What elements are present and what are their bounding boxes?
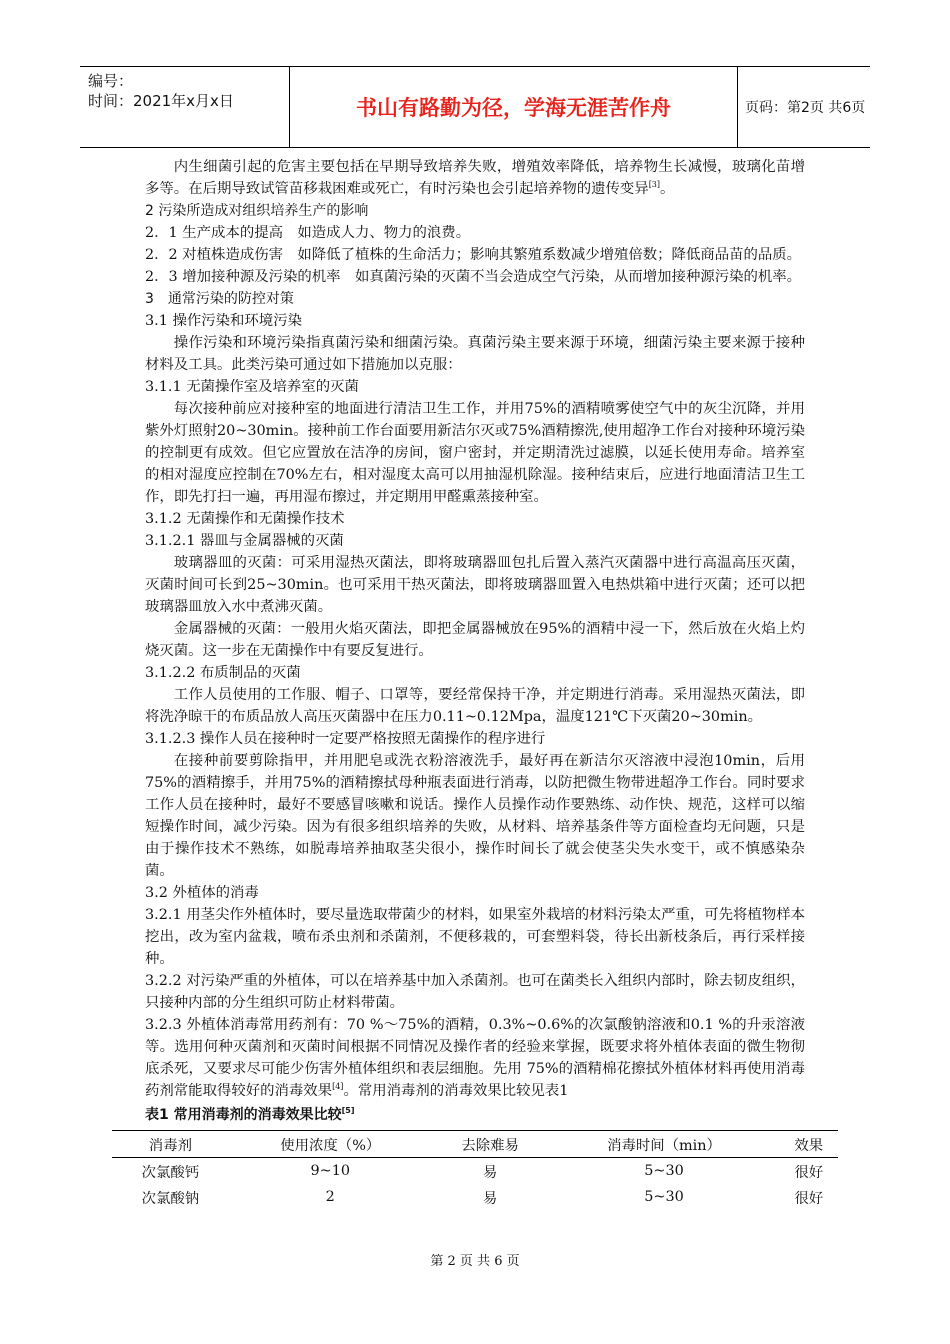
document-date: 时间：2021年x月x日 — [88, 92, 234, 110]
paragraph-text: 3 通常污染的防控对策 — [145, 291, 294, 307]
paragraph-text: 3.1.2.3 操作人员在接种时一定要严格按照无菌操作的程序进行 — [145, 731, 546, 747]
column-header: 消毒剂 — [148, 1137, 192, 1154]
paragraph — [145, 310, 805, 332]
citation: [4] — [332, 1082, 344, 1092]
paragraph-text: 3.2 外植体的消毒 — [145, 885, 259, 901]
table-cell: 5~30 — [644, 1189, 684, 1205]
column-header: 效果 — [794, 1137, 824, 1154]
paragraph — [145, 750, 805, 882]
paragraph — [145, 904, 805, 970]
paragraph — [145, 662, 805, 684]
paragraph-text: 2 污染所造成对组织培养生产的影响 — [145, 203, 369, 219]
paragraph-text: 3.2.2 对污染严重的外植体，可以在培养基中加入杀菌剂。也可在菌类长入组织内部时，除去韧皮组织，只接种内部的分生组织可防止材料带菌。 — [145, 973, 805, 1011]
paragraph — [145, 222, 805, 244]
page-header — [80, 66, 870, 148]
paragraph — [145, 530, 805, 552]
table-cell: 易 — [482, 1190, 498, 1207]
paragraph-text: 每次接种前应对接种室的地面进行清洁卫生工作，并用75%的酒精喷雾使空气中的灰尘沉降，并用紫外灯照射20~30min。接种前工作台面要用新洁尔灭或75%酒精擦洗,使用超净工作台对接种环境污染的控制更有成效。但它应置放在洁净的房间，窗户密封，并定期清洗过滤膜，以延长使用寿命。培养室的相对湿度应控制在70%左右，相对湿度太高可以用抽湿机除湿。接种结束后，应进行地面清洁卫生工作，即先打扫一遍，再用湿布擦过，并定期用甲醛熏蒸接种室。 — [145, 401, 805, 505]
table-cell: 次氯酸钠 — [141, 1190, 200, 1207]
paragraph-text: 2．2 对植株造成伤害 如降低了植株的生命活力；影响其繁殖系数减少增殖倍数；降低商品苗的品质。 — [145, 247, 802, 263]
table-cell: 5~30 — [644, 1163, 684, 1179]
table-cell: 次氯酸钙 — [141, 1164, 200, 1181]
paragraph-text: 工作人员使用的工作服、帽子、口罩等，要经常保持干净，并定期进行消毒。采用湿热灭菌法，即将洗净晾干的布质品放人高压灭菌器中在压力0.11~0.12Mpa，温度121℃下灭菌20~30min。 — [145, 687, 805, 725]
paragraph — [145, 882, 805, 904]
paragraph-text: 3.1.2 无菌操作和无菌操作技术 — [145, 511, 345, 527]
table-caption — [145, 1104, 805, 1126]
paragraph-text: 2．3 增加接种源及污染的机率 如真菌污染的灭菌不当会造成空气污染，从而增加接种源污染的机率。 — [145, 269, 802, 285]
paragraph — [145, 244, 805, 266]
table-cell: 9~10 — [310, 1163, 351, 1179]
paragraph-text: 在接种前要剪除指甲，并用肥皂或洗衣粉溶液洗手，最好再在新洁尔灭溶液中浸泡10min，后用75%的酒精擦手，并用75%的酒精擦拭母种瓶表面进行消毒，以防把微生物带进超净工作台。同时要求工作人员在接种时，最好不要感冒咳嗽和说话。操作人员操作动作要熟练、动作快、规范，这样可以缩短操作时间，减少污染。因为有很多组织培养的失败，从材料、培养基条件等方面检查均无问题，只是由于操作技术不熟练，如脱毒培养抽取茎尖很小，操作时间长了就会使茎尖失水变干，或不慎感染杂菌。 — [145, 753, 805, 879]
paragraph-text: 操作污染和环境污染指真菌污染和细菌污染。真菌污染主要来源于环境，细菌污染主要来源于接种材料及工具。此类污染可通过如下措施加以克服： — [145, 335, 805, 373]
paragraph — [145, 728, 805, 750]
paragraph-text: 玻璃器皿的灭菌：可采用湿热灭菌法，即将玻璃器皿包扎后置入蒸汽灭菌器中进行高温高压灭菌，灭菌时间可长到25~30min。也可采用干热灭菌法，即将玻璃器皿置入电热烘箱中进行灭菌；还可以把玻璃器皿放入水中煮沸灭菌。 — [145, 555, 805, 615]
paragraph-text: 3.1.2.2 布质制品的灭菌 — [145, 665, 301, 681]
table-caption-text: 表1 常用消毒剂的消毒效果比较 — [145, 1107, 342, 1123]
table-header-row — [112, 1131, 838, 1158]
document-body — [145, 156, 805, 1126]
paragraph — [145, 376, 805, 398]
paragraph — [145, 508, 805, 530]
paragraph-text: 3.1 操作污染和环境污染 — [145, 313, 302, 329]
paragraph-text: 金属器械的灭菌：一般用火焰灭菌法，即把金属器械放在95%的酒精中浸一下，然后放在火焰上灼烧灭菌。这一步在无菌操作中有要反复进行。 — [145, 621, 805, 659]
column-header: 消毒时间（min） — [607, 1137, 721, 1154]
paragraph — [145, 684, 805, 728]
paragraph — [145, 970, 805, 1014]
paragraph-text: 3.2.1 用茎尖作外植体时，要尽量选取带菌少的材料，如果室外栽培的材料污染太严重，可先将植物样本挖出，改为室内盆栽，喷布杀虫剂和杀菌剂，不便移栽的，可套塑料袋，待长出新枝条后，再行采样接种。 — [145, 907, 805, 967]
paragraph — [145, 332, 805, 376]
section-heading — [145, 200, 805, 222]
table-cell: 很好 — [794, 1190, 824, 1207]
paragraph-text: 内生细菌引起的危害主要包括在早期导致培养失败，增殖效率降低，培养物生长减慢，玻璃化苗增多等。在后期导致试管苗移栽困难或死亡，有时污染也会引起培养物的遗传变异 — [145, 159, 805, 197]
table-row — [112, 1184, 838, 1210]
citation: [3] — [648, 180, 661, 190]
paragraph — [145, 398, 805, 508]
paragraph-text: 3.1.2.1 器皿与金属器械的灭菌 — [145, 533, 344, 549]
paragraph — [145, 552, 805, 618]
header-page-number: 页码：第2页 共6页 — [745, 100, 866, 116]
paragraph-text: 3.1.1 无菌操作室及培养室的灭菌 — [145, 379, 359, 395]
table-row — [112, 1158, 838, 1185]
table-cell: 易 — [482, 1164, 498, 1181]
citation: [5] — [341, 1106, 355, 1116]
paragraph — [145, 618, 805, 662]
section-heading — [145, 288, 805, 310]
paragraph — [145, 156, 805, 200]
paragraph — [145, 266, 805, 288]
header-motto: 书山有路勤为径，学海无涯苦作舟 — [290, 67, 738, 147]
page-footer: 第 2 页 共 6 页 — [430, 1254, 520, 1269]
document-number: 编号： — [88, 72, 134, 90]
paragraph-text: 3.2.3 外植体消毒常用药剂有：70 %～75%的酒精，0.3%~0.6%的次氯酸钠溶液和0.1 %的升汞溶液等。选用何种灭菌剂和灭菌时间根据不同情况及操作者的经验来掌握，既要求将外植体表面的微生物彻底杀死，又要求尽可能少伤害外植体组织和表层细胞。先用 75%的酒精棉花擦拭外植体材料再使用消毒药剂常能取得较好的消毒效果 — [145, 1017, 805, 1099]
header-meta — [80, 67, 290, 147]
column-header: 去除难易 — [461, 1137, 519, 1154]
table-cell: 2 — [325, 1189, 335, 1205]
paragraph-text: 2．1 生产成本的提高 如造成人力、物力的浪费。 — [145, 225, 471, 241]
table-cell: 很好 — [794, 1164, 824, 1181]
paragraph-text-tail: 。常用消毒剂的消毒效果比较见表1 — [343, 1083, 569, 1099]
disinfectant-table — [112, 1130, 838, 1210]
column-header: 使用浓度（%） — [280, 1137, 381, 1154]
paragraph — [145, 1014, 805, 1102]
paragraph-text-tail: 。 — [660, 181, 675, 197]
